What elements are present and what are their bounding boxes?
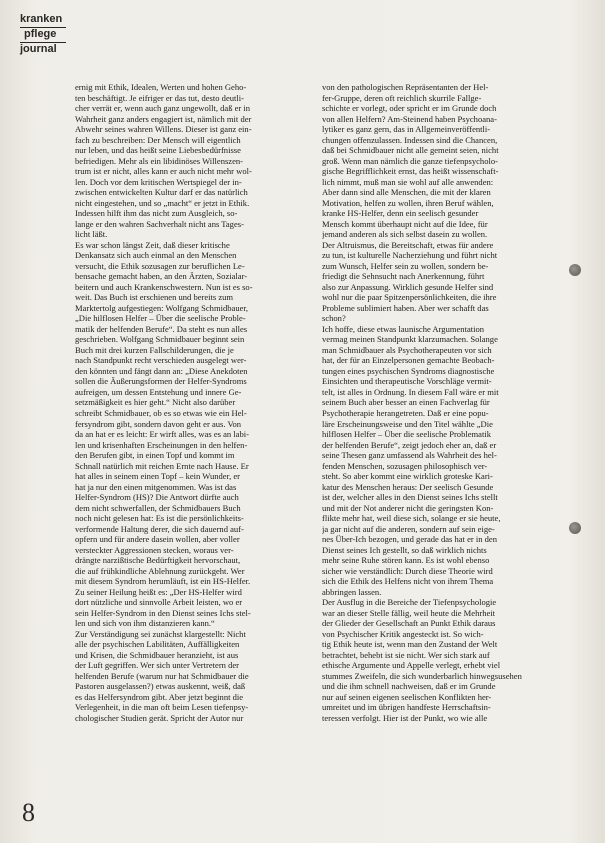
text-line: friedigt die Sehnsucht nach Anerkennung, führt [322,271,485,282]
text-line: betrachtet, behebt ist sie nicht. Wer sich stark auf [322,649,490,660]
page-number: 8 [22,798,35,827]
text-line: aufreigen, um dessen Entstehung und innere Ge- [75,386,242,397]
text-line: ja gar nicht auf die anderen, sondern auf sein eige- [322,523,495,534]
text-line: Zur Verständigung sei zunächst klargestellt: Nicht [75,628,246,639]
text-line: fach zu beschreiben: Der Mensch will eigentlich [75,134,241,145]
text-line: ten beschäftigt. Je eifriger er das tut, desto deutli- [75,92,244,103]
text-line: steht. So aber kommt eine wirklich groteske Kari- [322,471,493,482]
text-line: Schnall natürlich mit reichen Ernte nach Hause. Er [75,460,249,471]
text-line: lange er den wahren Sachverhalt nicht ans Tages- [75,218,244,229]
text-line: nes Über-Ich bezogen, und gerade das hat er in den [322,534,497,545]
text-line: der Luft gegriffen. Wer sich unter Vertretern der [75,660,240,671]
text-line: mehr seine Ruhe stören kann. Es ist wohl ebenso [322,555,490,566]
text-line: noch nicht gelesen hat: Es ist die persönlichkeits- [75,513,244,524]
journal-masthead [20,14,70,55]
text-line: telt, ist alles in Ordnung. In diesem Fall wäre er mit [322,386,499,397]
text-line: Denkansatz sich auch einmal an den Menschen [75,250,237,261]
text-line: gische Begrifflichkeit ernst, das heißt wissenschaft- [322,166,499,177]
text-line: chologischer Studien gerät. Spricht der Autor nur [75,712,244,723]
text-line: dem nicht schwerfallen, der Schmidbauers Buch [75,502,241,513]
text-line: es das Helfersyndrom gibt. Aber jetzt beginnt die [75,691,244,702]
text-line: stummes Zweifeln, die sich wunderbarlich hinwegsusehen [322,670,522,681]
text-line: Mensch kommt überhaupt nicht auf die Idee, für [322,218,488,229]
text-line: Ich hoffe, diese etwas launische Argumentation [322,323,485,334]
text-line: tungen eines psychischen Syndroms diagnostische [322,365,495,376]
text-line: mit diesem Syndrom herumläuft, ist ein HS-Helfer. [75,576,251,587]
text-line: nicht eingestehen, und so „macht“ er jetzt in Ethik. [75,197,250,208]
text-line: Psychotherapie herangetreten. Daß er eine popu- [322,407,489,418]
text-line: sollen die Äußerungsformen der Helfer-Syndroms [75,376,247,387]
text-line: Einsichten und therapeutische Vorschläge vermit- [322,376,492,387]
text-line: licht läßt. [75,229,108,240]
text-line: ethische Argumente und Appelle verlegt, erhebt viel [322,660,501,671]
text-line: groß. Wenn man nämlich die ganze tiefenpsycholo- [322,155,498,166]
text-line: Pastoren ausgelassen?) etwas auskennt, weiß, daß [75,681,246,692]
text-line: drängte narzißtische Bedürftigkeit hervorschaut, [75,555,241,566]
text-line: hilflosen Helfer – Über die seelische Problematik [322,429,491,440]
masthead-line-1: kranken [20,13,63,25]
text-line: opfern und für andere dasein wollen, aber voller [75,534,240,545]
text-line: len. Doch vor dem kritischen Wertspiegel der in- [75,176,242,187]
text-line: alle der psychischen Labilitäten, Auffälligkeiten [75,639,240,650]
text-line: ist der, welcher alles in den Dienst seines Ichs stellt [322,492,498,503]
text-line: dort nützliche und sinnvolle Arbeit leisten, wo er [75,597,243,608]
text-line: Wahrheit ganz anders engagiert ist, nämlich mit der [75,113,252,124]
text-line: Dienst seines Ich gestellt, so daß wirklich nichts [322,544,487,555]
text-line: jemand anderen als sich selbst dasein zu wollen. [322,229,488,240]
text-line: Indessen hilft ihm das nicht zum Ausgleich, so- [75,208,238,219]
text-line: der helfenden Berufe“, zeigt jedoch eher an, daß er [322,439,497,450]
text-line: katur des Menschen heraus: Der seelisch Gesunde [322,481,494,492]
text-line: kranke HS-Helfer, denn ein seelisch gesunder [322,208,479,219]
text-line: läre Erscheinungsweise und den Titel wählte „Die [322,418,493,429]
text-line: den könnten und fängt dann an: „Diese Anekdoten [75,365,248,376]
text-line: versucht, die Ethik sozusagen zur beruflichen Le- [75,260,245,271]
text-line: daß bei Schmidbauer nicht alle gemeint seien, nicht [322,145,499,156]
text-line: sich die Ethik des Helfens nicht von ihrem Thema [322,576,494,587]
text-line: sein Helfer-Syndrom in den Dienst seines Ichs stel- [75,607,251,618]
text-line: weit. Das Buch ist erschienen und bereits zum [75,292,234,303]
text-line: Aber dann sind alle Menschen, die mit der klaren [322,187,491,198]
text-line: fer-Gruppe, deren oft reichlich skurrile Fallge- [322,92,482,103]
text-line: Buch mit drei kurzen Fallschilderungen, die je [75,344,234,355]
text-line: teressen verfolgt. Hier ist der Punkt, wo wie alle [322,712,488,723]
text-line: Der Altruismus, die Bereitschaft, etwas für andere [322,239,494,250]
masthead-line-2: pflege [24,28,57,40]
text-line: zu tun, ist kulturelle Nacherziehung und führt nicht [322,250,498,261]
text-line: befriedigen. Mehr als ein libidinöses Willenszen- [75,155,244,166]
right-text-column [322,82,559,723]
text-line: wohl nur die paar Spitzenpersönlichkeiten, die ihre [322,292,497,303]
text-line: Helfer-Syndrom (HS)? Die Antwort dürfte auch [75,492,239,503]
text-line: zum Wunsch, Helfer sein zu wollen, sondern be- [322,260,489,271]
text-line: umreitet und im übrigen handfeste Herrschaftsin- [322,702,491,713]
text-line: bensache gemacht haben, an den Ärzten, Sozialar- [75,271,248,282]
text-line: geschrieben. Wolfgang Schmidbauer beginnt sein [75,334,245,345]
text-line: der Glieder der Gesellschaft an Punkt Ethik daraus [322,618,496,629]
text-line: vermag meinen Standpunkt klarzumachen. Solange [322,334,498,345]
text-line: von den pathologischen Repräsentanten der Hel- [322,82,489,92]
text-line: chungen offenzulassen. Indessen sind die Chancen, [322,134,498,145]
text-line: seine Thesen ganz umfassend als Wahrheit des hel- [322,450,497,461]
text-line: Marktertolg aufgestiegen: Wolfgang Schmidbauer, [75,302,249,313]
text-line: abbringen lassen. [322,586,382,597]
text-line: Motivation, helfen zu wollen, ihren Beruf wählen, [322,197,494,208]
text-line: cher verrät er, wenn auch ganz ungewollt, daß er in [75,103,251,114]
text-line: schreibt Schmidbauer, ob es so etwas wie ein Hel- [75,407,247,418]
text-line: war an dieser Stelle fällig, weil heute die Mehrheit [322,607,496,618]
text-line: versteckter Aggressionen stecken, woraus ver- [75,544,234,555]
text-line: hat, der für an Einzelpersonen gemachte Beobach- [322,355,495,366]
text-line: tig Ethik heute ist, wenn man den Zustand der Welt [322,639,498,650]
text-line: setzmäßigkeit es hier geht.“ Nicht also darüber [75,397,236,408]
text-line: Abwehr seines wahren Willens. Dieser ist ganz ein- [75,124,252,135]
text-line: fenden Menschen, sozusagen philosophisch ver- [322,460,488,471]
text-line: Probleme sublimiert haben. Aber wer schafft das [322,302,489,313]
text-line: von Psychischer Kritik angesteckt ist. So wich- [322,628,484,639]
text-line: und Krisen, die Schmidbauer heranzieht, ist aus [75,649,239,660]
text-line: also zur Anpassung. Wirklich gesunde Helfer sind [322,281,494,292]
text-line: trum ist er nicht, alles kann er auch nicht mehr wol- [75,166,252,177]
text-line: und mit der Not anderer nicht die geringsten Kon- [322,502,494,513]
text-line: nur auf seinen eigenen seelischen Konflikten her- [322,691,492,702]
text-line: „Die hilflosen Helfer – Über die seelische Proble- [75,313,246,324]
text-line: den Berufen gibt, in einen Topf und kommt im [75,450,235,461]
text-line: len und krisenhaften Erscheinungen in den helfen- [75,439,248,450]
text-line: len und sich von ihm distanzieren kann.“ [75,618,215,629]
binder-hole [569,522,581,534]
binder-hole [569,264,581,276]
text-line: da an hat er es leicht: Er wirft alles, was es an labi- [75,429,249,440]
text-line: beitern und auch Krankenschwestern. Nun ist es so- [75,281,253,292]
text-line: flikte mehr hat, weil diese sich, solange er sie heute, [322,513,501,524]
text-line: ernig mit Ethik, Idealen, Werten und hohen Geho- [75,82,247,92]
text-line: und die ihm schnell nachweisen, daß er im Grunde [322,681,496,692]
text-line: die auf frühkindliche Ablehnung zurückgeht. Wer [75,565,245,576]
text-line: schichte er vorlegt, oder spricht er im Grunde doch [322,103,497,114]
text-line: lich nimmt, muß man sie wohl auf alle anwenden: [322,176,494,187]
text-line: hat ja nur den einen mitgenommen. Was ist das [75,481,237,492]
text-line: zwischen entwickelten Kultur darf er das natürlich [75,187,248,198]
text-line: Es war schon längst Zeit, daß dieser kritische [75,239,230,250]
text-line: Der Ausflug in die Bereiche der Tiefenpsychologie [322,597,497,608]
text-line: seinem Buch aber besser an einen Fachverlag für [322,397,490,408]
text-line: sicher wie verständlich: Durch diese Theorie wird [322,565,493,576]
text-line: fersyndrom gibt, sondern davon geht er aus. Von [75,418,242,429]
text-line: hat alles in seinem einen Topf – kein Wunder, er [75,471,241,482]
text-line: matik der helfenden Berufe“. Da steht es nun alles [75,323,248,334]
text-line: schon? [322,313,346,324]
text-line: Verlegenheit, in die man oft beim Lesen tiefenpsy- [75,702,249,713]
text-line: verformende Haltung derer, die sich dauernd auf- [75,523,244,534]
text-line: lytiker es ganz gern, das in Allgemeinveröffentli- [322,124,491,135]
text-line: Zu seiner Heilung heißt es: „Der HS-Helfer wird [75,586,242,597]
text-line: nur leben, und das heißt seine Liebesbedürfnisse [75,145,241,156]
text-line: nach Standpunkt recht verschieden ausgelegt wer- [75,355,247,366]
text-line: helfenden Berufe (warum nur hat Schmidbauer die [75,670,249,681]
text-line: von allen Helfern? Am-Steinend haben Psychoana- [322,113,497,124]
masthead-line-3: journal [20,43,57,55]
text-line: man Schmidbauer als Psychotherapeuten vor sich [322,344,492,355]
left-text-column [75,82,306,723]
